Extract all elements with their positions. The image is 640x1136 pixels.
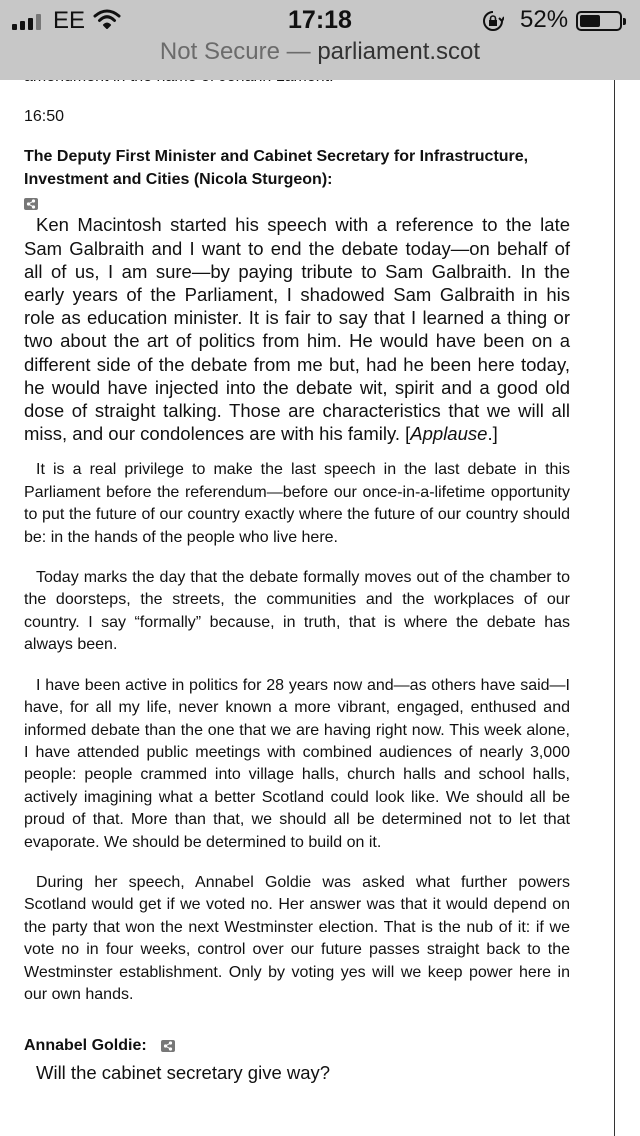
applause-note: Applause [410, 423, 488, 445]
speech-paragraph-lead [24, 213, 570, 445]
address-bar[interactable] [0, 38, 640, 74]
rotation-lock-icon [482, 10, 504, 39]
speech-paragraph: It is a real privilege to make the last speech in the last debate in this Parliament before the referendum—before our once-in-a-lifetime opportunity to put the future of our country exactly where the future of our country should be: in the hands of the people who live here. [24, 461, 570, 546]
speech-paragraph: Today marks the day that the debate formally moves out of the chamber to the doorsteps, the streets, the communities and the workplaces of our country. I say “formally” because, in truth, that is where the debate has always been. [24, 569, 570, 654]
browser-top-bar [0, 0, 640, 80]
intervention-text: Will the cabinet secretary give way? [36, 1061, 331, 1083]
share-button[interactable] [24, 193, 570, 207]
battery-icon [576, 11, 622, 31]
url-separator: — [279, 38, 318, 65]
url-domain: parliament.scot [317, 38, 481, 65]
battery-nub [623, 18, 626, 25]
speech-paragraph: I have been active in politics for 28 years now and—as others have said—I have, for all my life, never known a more vibrant, engaged, enthused and informed debate than the one that we are having right now. This week alone, I have attended public meetings with combined audiences of nearly 3,000 people: people crammed into village halls, church halls and school halls, actively imagining what a better Scotland could look like. We should all be proud of that. More than that, we should all be determined not to let that evaporate. We should be determined to build on it. [24, 676, 570, 851]
battery-percent: 52% [520, 6, 569, 33]
security-label: Not Secure [159, 38, 280, 65]
status-bar [0, 0, 640, 40]
timestamp: 16:50 [24, 108, 65, 125]
intervention-speaker-name: Annabel Goldie: [24, 1037, 147, 1055]
clock: 17:18 [288, 6, 352, 34]
intervention-speaker [24, 1035, 570, 1057]
carrier-name: EE [53, 7, 86, 34]
lead-text: Ken Macintosh started his speech with a reference to the late Sam Galbraith and I want to end the debate today—on behalf of all of us, I am sure—by paying tribute to Sam Galbraith. In the early years of the Parliament, I shadowed Sam Galbraith in his role as education minister. It is fair to say that I learned a thing or two about the art of politics from him. He would have been on a different side of the debate from me but, had he been here today, he would have injected into the debate wit, spirit and a good old dose of straight talking. Those are characteristics that we will all miss, and our condolences are with his family. [ [24, 214, 570, 445]
share-button[interactable] [161, 1037, 175, 1054]
speaker-name: The Deputy First Minister and Cabinet Secretary for Infrastructure, Investment and Cities (Nicola Sturgeon): [24, 148, 529, 189]
share-icon [24, 198, 38, 210]
official-report [24, 66, 570, 1084]
share-icon [161, 1040, 175, 1052]
battery-level-fill [580, 15, 600, 27]
lead-close: .] [487, 423, 498, 445]
page-right-border [614, 80, 615, 1136]
speech-paragraph: During her speech, Annabel Goldie was asked what further powers Scotland would get if we voted no. Her answer was that it would depend on the party that won the next Westminster election. That is the nub of it: if we vote no in four weeks, control over our future passes straight back to the Westminster establishment. Only by voting yes will we keep power here in our own hands. [24, 873, 570, 1003]
